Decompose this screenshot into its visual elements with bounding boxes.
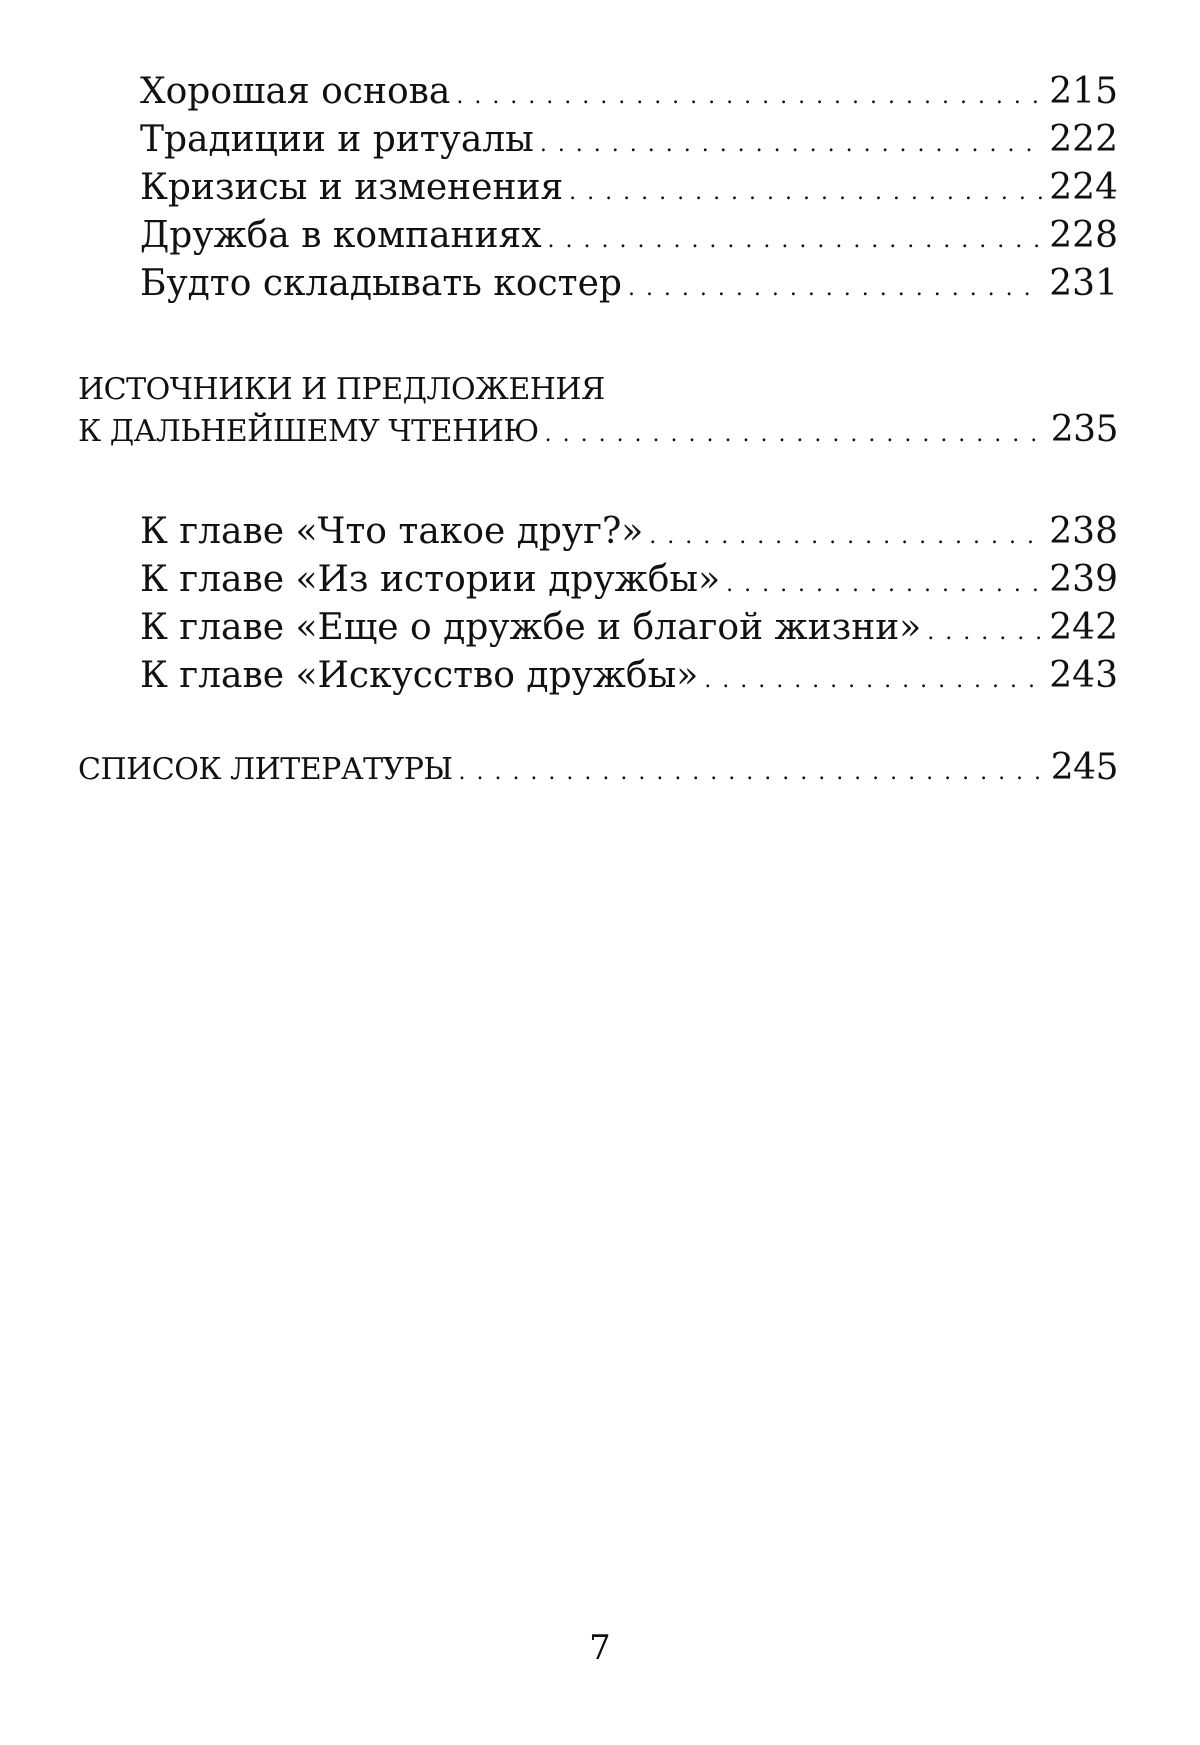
toc-entry-page: 239 xyxy=(1049,559,1118,600)
dot-leader xyxy=(456,68,1043,121)
page-number: 7 xyxy=(589,1628,611,1668)
toc-entry xyxy=(78,508,1118,556)
toc-entry-title: К главе «Из истории дружбы» xyxy=(140,559,721,600)
dot-leader xyxy=(569,164,1043,217)
toc-entry-page: 222 xyxy=(1049,119,1118,160)
toc-entry-page: 228 xyxy=(1049,215,1118,256)
toc-entry-title: Хорошая основа xyxy=(140,71,451,112)
toc-entry-page: 243 xyxy=(1049,655,1118,696)
toc-entry xyxy=(78,116,1118,164)
toc-entry xyxy=(78,260,1118,308)
toc-section-entry xyxy=(78,410,1118,450)
section-title-line: К ДАЛЬНЕЙШЕМУ ЧТЕНИЮ xyxy=(78,414,539,449)
toc-entry xyxy=(78,68,1118,116)
dot-leader xyxy=(548,212,1044,265)
dot-leader xyxy=(458,750,1044,793)
toc-entry-title: Кризисы и изменения xyxy=(140,167,564,208)
dot-leader xyxy=(540,116,1043,169)
toc-entry-title: Дружба в компаниях xyxy=(140,215,542,256)
section-title-line: ИСТОЧНИКИ И ПРЕДЛОЖЕНИЯ xyxy=(78,372,605,407)
toc-entry-page: 242 xyxy=(1049,607,1118,648)
dot-leader xyxy=(704,652,1043,705)
toc-entry xyxy=(78,164,1118,212)
toc-entry-title: К главе «Что такое друг?» xyxy=(140,511,644,552)
toc-entry-page: 224 xyxy=(1049,167,1118,208)
dot-leader xyxy=(545,412,1045,455)
dot-leader xyxy=(649,508,1043,561)
toc-entry-page: 231 xyxy=(1049,263,1118,304)
toc-entry xyxy=(78,652,1118,700)
toc-entry-page: 245 xyxy=(1050,747,1118,788)
dot-leader xyxy=(628,260,1043,313)
section-title: СПИСОК ЛИТЕРАТУРЫ xyxy=(78,752,453,787)
toc-entry-title: К главе «Искусство дружбы» xyxy=(140,655,699,696)
toc-entry-title: К главе «Еще о дружбе и благой жизни» xyxy=(140,607,922,648)
toc-entry-title: Традиции и ритуалы xyxy=(140,119,534,160)
toc-entry xyxy=(78,604,1118,652)
toc-entry xyxy=(78,556,1118,604)
toc-entry-title: Будто складывать костер xyxy=(140,263,622,304)
toc-entry xyxy=(78,212,1118,260)
dot-leader xyxy=(726,556,1043,609)
toc-entry-page: 238 xyxy=(1049,511,1118,552)
toc-entry-page: 235 xyxy=(1050,409,1118,450)
dot-leader xyxy=(927,604,1043,657)
toc-section-entry xyxy=(78,748,1118,788)
toc-entry-page: 215 xyxy=(1049,71,1118,112)
table-of-contents xyxy=(78,68,1118,788)
